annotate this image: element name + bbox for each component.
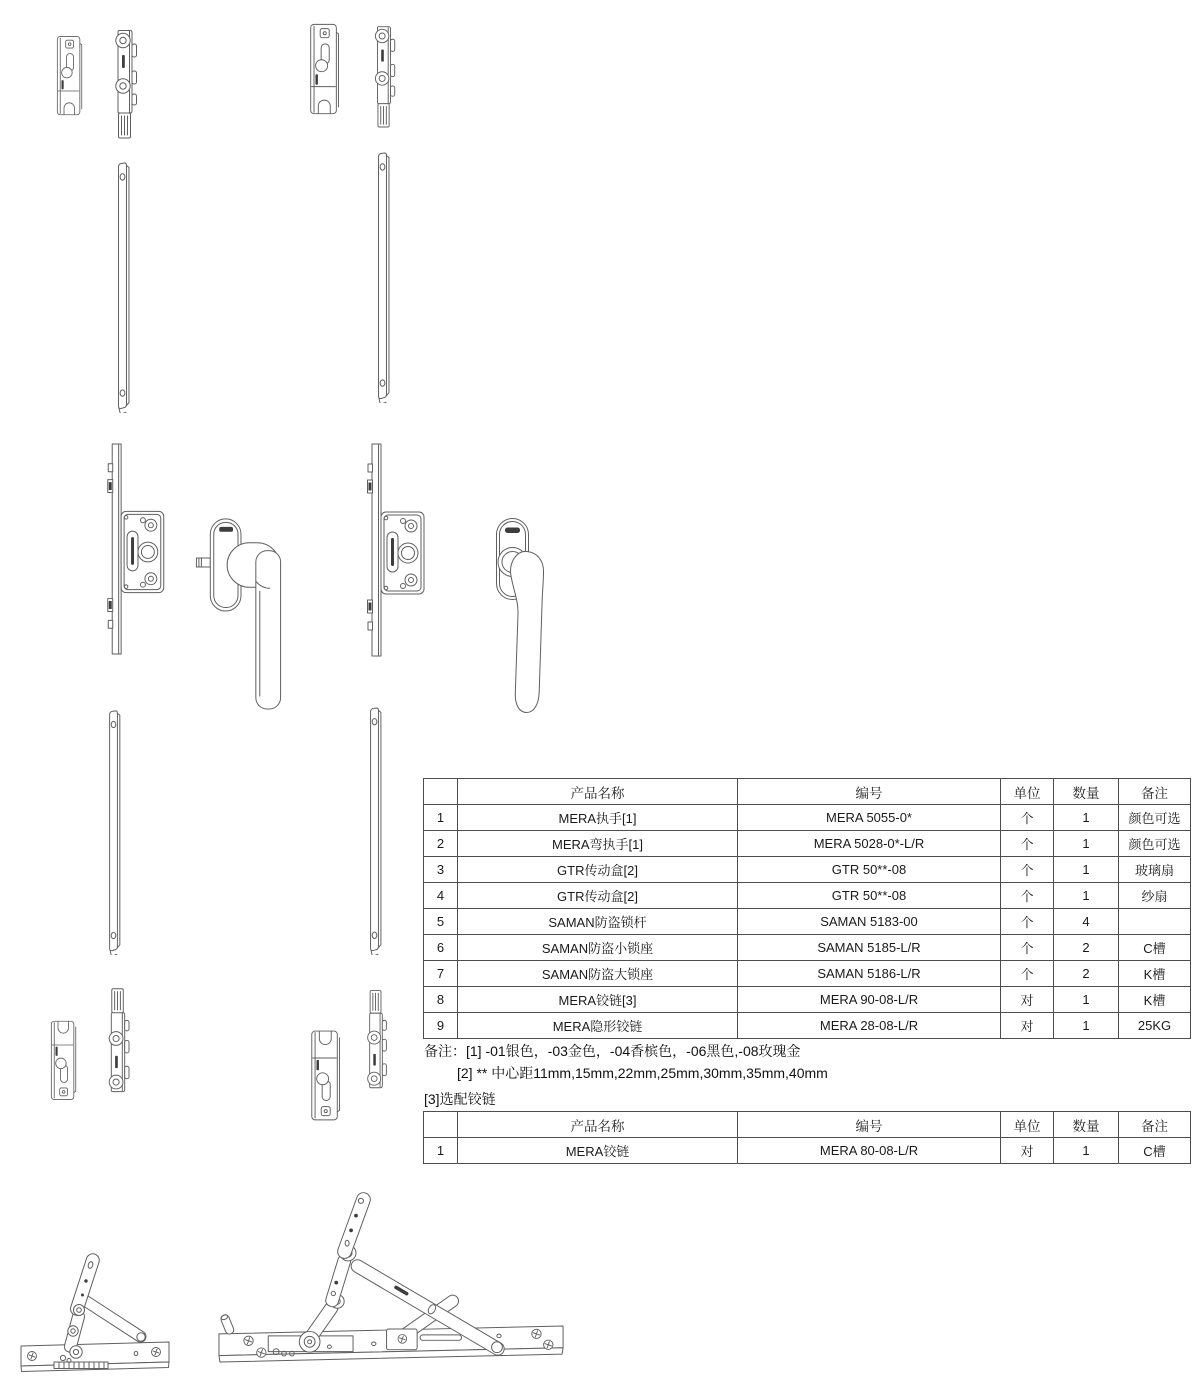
cell-index: 3 bbox=[424, 857, 458, 883]
cell-unit: 个 bbox=[1001, 805, 1054, 831]
cell-product-name: MERA隐形铰链 bbox=[458, 1013, 738, 1039]
cell-code: SAMAN 5183-00 bbox=[738, 909, 1001, 935]
table-row bbox=[424, 987, 1191, 1013]
cell-remark: K槽 bbox=[1119, 961, 1191, 987]
header-unit: 单位 bbox=[1001, 779, 1054, 805]
gtr-gearbox-drawing-1 bbox=[106, 442, 166, 660]
cell-qty: 2 bbox=[1054, 935, 1119, 961]
saman-lock-rod-cam-drawing-3 bbox=[103, 984, 133, 1094]
cell-remark: 玻璃扇 bbox=[1119, 857, 1191, 883]
cell-product-name: SAMAN防盗小锁座 bbox=[458, 935, 738, 961]
cell-unit: 个 bbox=[1001, 909, 1054, 935]
table-row bbox=[424, 831, 1191, 857]
cell-remark: 颜色可选 bbox=[1119, 805, 1191, 831]
lock-bar-drawing-4 bbox=[366, 705, 384, 955]
main-table-header-row bbox=[424, 779, 1191, 805]
optional-hinge-label: [3]选配铰链 bbox=[424, 1091, 496, 1107]
cell-remark: 25KG bbox=[1119, 1013, 1191, 1039]
header-code: 编号 bbox=[738, 779, 1001, 805]
header-product-name: 产品名称 bbox=[458, 1112, 738, 1138]
header-qty: 数量 bbox=[1054, 1112, 1119, 1138]
optional-hinge-table bbox=[423, 1111, 1191, 1164]
table-row bbox=[424, 961, 1191, 987]
table-row bbox=[424, 909, 1191, 935]
cell-index: 1 bbox=[424, 1138, 458, 1164]
table-row bbox=[424, 857, 1191, 883]
cell-remark: K槽 bbox=[1119, 987, 1191, 1013]
cell-product-name: SAMAN防盗锁杆 bbox=[458, 909, 738, 935]
cell-qty: 1 bbox=[1054, 831, 1119, 857]
mera-handle-front-drawing bbox=[494, 516, 548, 718]
cell-product-name: MERA铰链[3] bbox=[458, 987, 738, 1013]
cell-qty: 1 bbox=[1054, 883, 1119, 909]
gtr-gearbox-drawing-2 bbox=[366, 442, 426, 662]
note-colors: 备注：[1] -01银色，-03金色，-04香槟色，-06黑色,-08玫瑰金 bbox=[424, 1043, 801, 1059]
friction-hinge-large-drawing bbox=[210, 1186, 572, 1398]
header-product-name: 产品名称 bbox=[458, 779, 738, 805]
header-remark: 备注 bbox=[1119, 779, 1191, 805]
friction-hinge-small-drawing bbox=[16, 1238, 176, 1388]
cell-remark bbox=[1119, 909, 1191, 935]
lock-bar-drawing-3 bbox=[105, 708, 123, 955]
cell-qty: 1 bbox=[1054, 1013, 1119, 1039]
saman-small-keeper-drawing-4 bbox=[308, 1026, 342, 1124]
cell-index: 4 bbox=[424, 883, 458, 909]
cell-code: MERA 80-08-L/R bbox=[738, 1138, 1001, 1164]
header-remark: 备注 bbox=[1119, 1112, 1191, 1138]
cell-unit: 个 bbox=[1001, 883, 1054, 909]
cell-product-name: GTR传动盒[2] bbox=[458, 883, 738, 909]
saman-lock-rod-cam-drawing-1 bbox=[110, 28, 140, 143]
cell-qty: 1 bbox=[1054, 987, 1119, 1013]
table-row bbox=[424, 883, 1191, 909]
cell-index: 7 bbox=[424, 961, 458, 987]
table-row bbox=[424, 935, 1191, 961]
table-row bbox=[424, 1138, 1191, 1164]
cell-product-name: GTR传动盒[2] bbox=[458, 857, 738, 883]
cell-qty: 1 bbox=[1054, 857, 1119, 883]
cell-remark: C槽 bbox=[1119, 935, 1191, 961]
cell-code: MERA 5055-0* bbox=[738, 805, 1001, 831]
main-parts-table bbox=[423, 778, 1191, 1039]
saman-lock-rod-cam-drawing-4 bbox=[362, 986, 390, 1090]
cell-code: SAMAN 5186-L/R bbox=[738, 961, 1001, 987]
cell-index: 9 bbox=[424, 1013, 458, 1039]
table-row bbox=[424, 1013, 1191, 1039]
cell-index: 1 bbox=[424, 805, 458, 831]
cell-code: SAMAN 5185-L/R bbox=[738, 935, 1001, 961]
mera-handle-side-drawing bbox=[194, 512, 284, 712]
cell-remark: C槽 bbox=[1119, 1138, 1191, 1164]
cell-code: MERA 90-08-L/R bbox=[738, 987, 1001, 1013]
cell-qty: 4 bbox=[1054, 909, 1119, 935]
lock-bar-drawing-2 bbox=[374, 150, 392, 403]
cell-product-name: MERA铰链 bbox=[458, 1138, 738, 1164]
cell-qty: 2 bbox=[1054, 961, 1119, 987]
cell-qty: 1 bbox=[1054, 805, 1119, 831]
saman-small-keeper-drawing-3 bbox=[48, 1014, 78, 1106]
cell-unit: 对 bbox=[1001, 1013, 1054, 1039]
cell-remark: 纱扇 bbox=[1119, 883, 1191, 909]
cell-code: MERA 28-08-L/R bbox=[738, 1013, 1001, 1039]
cell-index: 6 bbox=[424, 935, 458, 961]
saman-small-keeper-drawing-2 bbox=[306, 22, 342, 117]
cell-unit: 对 bbox=[1001, 1138, 1054, 1164]
cell-index: 8 bbox=[424, 987, 458, 1013]
header-index bbox=[424, 779, 458, 805]
cell-code: GTR 50**-08 bbox=[738, 883, 1001, 909]
lock-bar-drawing-1 bbox=[114, 160, 132, 413]
header-index bbox=[424, 1112, 458, 1138]
cell-index: 2 bbox=[424, 831, 458, 857]
cell-unit: 个 bbox=[1001, 831, 1054, 857]
cell-product-name: MERA执手[1] bbox=[458, 805, 738, 831]
cell-code: GTR 50**-08 bbox=[738, 857, 1001, 883]
cell-code: MERA 5028-0*-L/R bbox=[738, 831, 1001, 857]
header-code: 编号 bbox=[738, 1112, 1001, 1138]
cell-unit: 个 bbox=[1001, 935, 1054, 961]
saman-lock-rod-cam-drawing-2 bbox=[370, 24, 398, 132]
cell-index: 5 bbox=[424, 909, 458, 935]
table-row bbox=[424, 805, 1191, 831]
cell-remark: 颜色可选 bbox=[1119, 831, 1191, 857]
header-unit: 单位 bbox=[1001, 1112, 1054, 1138]
cell-unit: 个 bbox=[1001, 857, 1054, 883]
cell-unit: 对 bbox=[1001, 987, 1054, 1013]
cell-product-name: MERA弯执手[1] bbox=[458, 831, 738, 857]
cell-qty: 1 bbox=[1054, 1138, 1119, 1164]
cell-unit: 个 bbox=[1001, 961, 1054, 987]
note-center-distance: [2] ** 中心距11mm,15mm,22mm,25mm,30mm,35mm,40mm bbox=[457, 1065, 828, 1081]
header-qty: 数量 bbox=[1054, 779, 1119, 805]
cell-product-name: SAMAN防盗大锁座 bbox=[458, 961, 738, 987]
optional-table-header-row bbox=[424, 1112, 1191, 1138]
saman-small-keeper-drawing-1 bbox=[54, 33, 84, 119]
